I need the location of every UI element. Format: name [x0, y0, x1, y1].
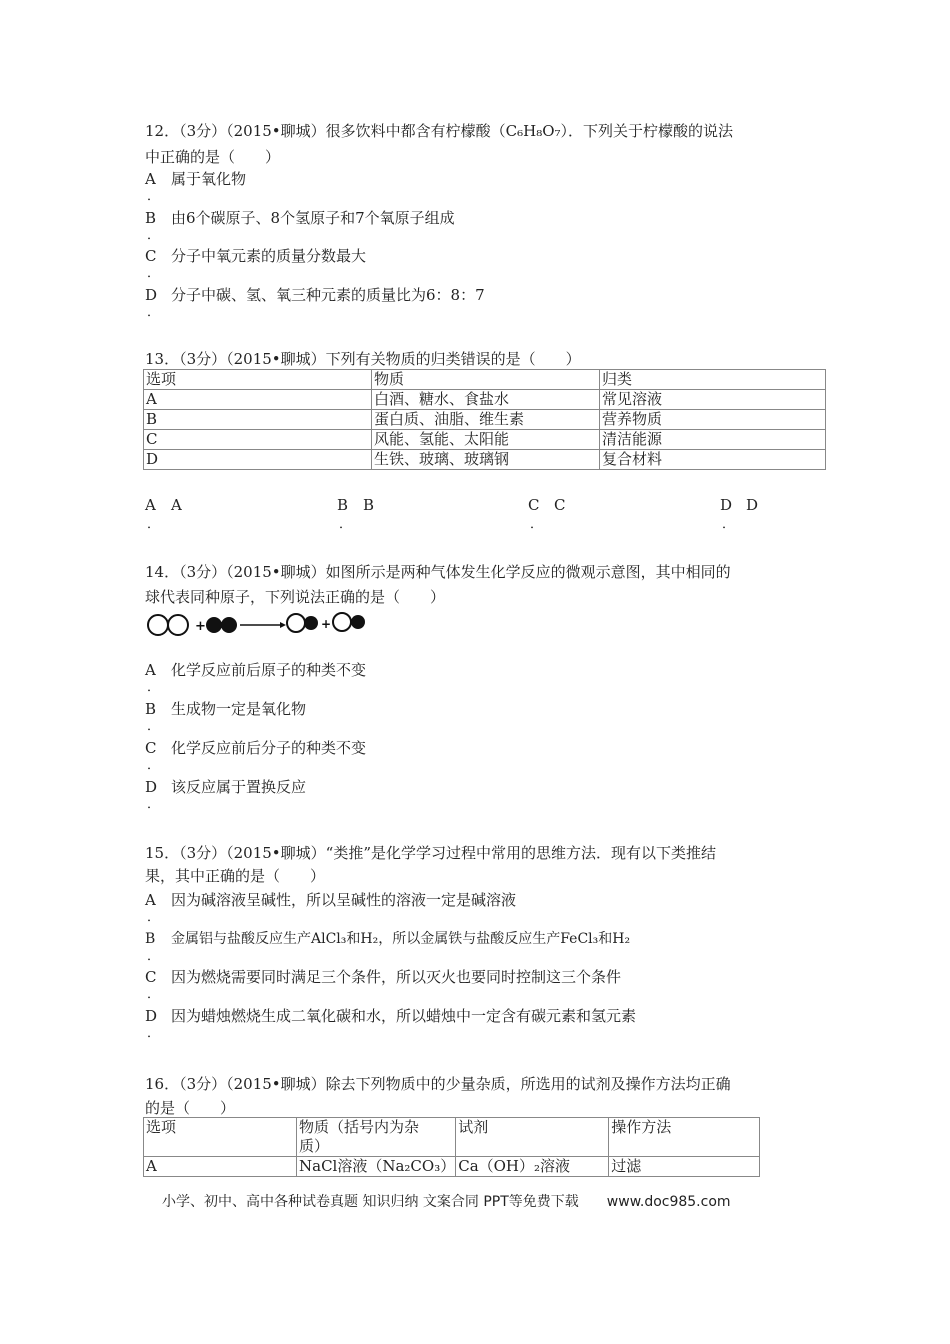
- option-letter: B: [145, 931, 156, 947]
- table-cell: 生铁、玻璃、玻璃钢: [372, 450, 600, 470]
- option-letter: A: [145, 891, 156, 909]
- table-cell: B: [144, 410, 372, 430]
- option-letter: B: [337, 496, 349, 514]
- option-dot: ．: [147, 1026, 161, 1041]
- q13-table: [143, 369, 826, 470]
- reactant-molecule-black: [206, 617, 237, 633]
- reactant-molecule-white: [148, 615, 188, 635]
- option-dot: ．: [147, 189, 161, 204]
- q12-option-b: [145, 207, 455, 228]
- q12-stem-line1: 12．（3分）（2015•聊城）很多饮料中都含有柠檬酸（C₆H₈O₇）．下列关于柠檬酸的说法: [145, 122, 734, 140]
- q15-option-d: [145, 1005, 636, 1026]
- option-text: B: [363, 496, 375, 514]
- option-text: D: [746, 496, 759, 514]
- option-dot: ．: [530, 517, 544, 532]
- option-text: 分子中氧元素的质量分数最大: [171, 247, 367, 265]
- option-letter: D: [720, 496, 733, 514]
- plus-sign: +: [321, 617, 332, 631]
- q13-header-substance: 物质: [372, 370, 600, 390]
- table-row: [144, 1157, 760, 1177]
- q16-table: [143, 1117, 760, 1177]
- q13-answer-b: [337, 496, 374, 514]
- option-dot: ．: [147, 305, 161, 320]
- table-cell: 过滤: [609, 1157, 760, 1177]
- table-cell: 清洁能源: [600, 430, 826, 450]
- table-cell: 营养物质: [600, 410, 826, 430]
- product-molecule-1: [287, 614, 318, 632]
- option-text: 因为燃烧需要同时满足三个条件，所以灭火也要同时控制这三个条件: [171, 968, 622, 986]
- table-cell: 风能、氢能、太阳能: [372, 430, 600, 450]
- option-text: A: [171, 496, 182, 514]
- option-text: 金属铝与盐酸反应生产AlCl₃和H₂，所以金属铁与盐酸反应生产FeCl₃和H₂: [171, 931, 631, 947]
- reaction-diagram: [144, 610, 374, 640]
- q16-stem-line1: 16．（3分）（2015•聊城）除去下列物质中的少量杂质，所选用的试剂及操作方法均正确: [145, 1075, 731, 1093]
- option-text: 化学反应前后分子的种类不变: [171, 739, 367, 757]
- option-dot: ．: [147, 987, 161, 1002]
- footer-text: 小学、初中、高中各种试卷真题 知识归纳 文案合同 PPT等免费下载: [162, 1194, 579, 1210]
- option-text: 化学反应前后原子的种类不变: [171, 661, 367, 679]
- product-molecule-2: [333, 613, 365, 631]
- option-letter: C: [145, 247, 157, 265]
- q13-header-category: 归类: [600, 370, 826, 390]
- q13-answer-c: [528, 496, 565, 514]
- option-dot: ．: [147, 517, 161, 532]
- option-letter: B: [145, 700, 157, 718]
- header-line: 质）: [299, 1137, 330, 1155]
- q16-header-reagent: 试剂: [456, 1118, 609, 1157]
- table-cell: NaCl溶液（Na₂CO₃）: [297, 1157, 456, 1177]
- table-cell: Ca（OH）₂溶液: [456, 1157, 609, 1177]
- footer-site-link[interactable]: www.doc985.com: [606, 1194, 731, 1210]
- q15-option-b: [145, 928, 630, 948]
- option-letter: C: [145, 968, 157, 986]
- option-dot: ．: [147, 719, 161, 734]
- option-letter: B: [145, 209, 157, 227]
- option-letter: A: [145, 170, 156, 188]
- q14-option-a: [145, 659, 366, 680]
- table-row: [144, 450, 826, 470]
- table-cell: 白酒、糖水、食盐水: [372, 390, 600, 410]
- q16-header-substance: [297, 1118, 456, 1157]
- table-cell: 蛋白质、油脂、维生素: [372, 410, 600, 430]
- option-dot: ．: [147, 680, 161, 695]
- option-dot: ．: [147, 797, 161, 812]
- header-line: 物质（括号内为杂: [299, 1118, 420, 1136]
- option-letter: D: [145, 286, 158, 304]
- q14-option-c: [145, 737, 366, 758]
- table-cell: 常见溶液: [600, 390, 826, 410]
- q13-header-option: 选项: [144, 370, 372, 390]
- option-letter: A: [145, 496, 156, 514]
- table-cell: A: [144, 390, 372, 410]
- q15-option-c: [145, 966, 621, 987]
- table-cell: C: [144, 430, 372, 450]
- option-letter: D: [145, 1007, 158, 1025]
- option-text: C: [554, 496, 566, 514]
- option-text: 分子中碳、氢、氧三种元素的质量比为6：8：7: [171, 286, 485, 304]
- option-text: 该反应属于置换反应: [171, 778, 307, 796]
- option-text: 因为蜡烛燃烧生成二氧化碳和水，所以蜡烛中一定含有碳元素和氢元素: [171, 1007, 637, 1025]
- q14-stem-line1: 14．（3分）（2015•聊城）如图所示是两种气体发生化学反应的微观示意图，其中相同的: [145, 563, 731, 581]
- table-row: [144, 410, 826, 430]
- q12-option-d: [145, 284, 485, 305]
- q14-option-d: [145, 776, 306, 797]
- option-text: 由6个碳原子、8个氢原子和7个氧原子组成: [171, 209, 455, 227]
- option-letter: C: [145, 739, 157, 757]
- option-dot: ．: [339, 517, 353, 532]
- option-dot: ．: [147, 758, 161, 773]
- q12-stem-line2: 中正确的是（ ）: [145, 148, 281, 166]
- option-letter: A: [145, 661, 156, 679]
- option-text: 因为碱溶液呈碱性，所以呈碱性的溶液一定是碱溶液: [171, 891, 517, 909]
- arrow-head-icon: [280, 622, 286, 628]
- q15-stem-line2: 果，其中正确的是（ ）: [145, 867, 326, 885]
- option-dot: ．: [147, 266, 161, 281]
- option-dot: ．: [722, 517, 736, 532]
- option-text: 属于氧化物: [171, 170, 247, 188]
- option-dot: ．: [147, 949, 161, 964]
- option-text: 生成物一定是氧化物: [171, 700, 307, 718]
- q14-option-b: [145, 698, 306, 719]
- q15-option-a: [145, 889, 516, 910]
- plus-sign: +: [195, 619, 206, 634]
- option-dot: ．: [147, 910, 161, 925]
- option-letter: D: [145, 778, 158, 796]
- q12-option-c: [145, 245, 366, 266]
- q13-answer-a: [145, 496, 182, 514]
- table-cell: 复合材料: [600, 450, 826, 470]
- q16-header-method: 操作方法: [609, 1118, 760, 1157]
- q15-stem-line1: 15．（3分）（2015•聊城）“类推”是化学学习过程中常用的思维方法．现有以下类推结: [145, 844, 716, 862]
- option-dot: ．: [147, 228, 161, 243]
- q12-option-a: [145, 168, 246, 189]
- table-cell: A: [144, 1157, 297, 1177]
- q13-answer-d: [720, 496, 758, 514]
- option-letter: C: [528, 496, 540, 514]
- table-row: [144, 390, 826, 410]
- q16-stem-line2: 的是（ ）: [145, 1099, 236, 1117]
- q16-header-option: 选项: [144, 1118, 297, 1157]
- table-row: [144, 430, 826, 450]
- q13-stem: 13．（3分）（2015•聊城）下列有关物质的归类错误的是（ ）: [145, 350, 581, 368]
- footer: [162, 1191, 731, 1211]
- q14-stem-line2: 球代表同种原子，下列说法正确的是（ ）: [145, 588, 446, 606]
- table-cell: D: [144, 450, 372, 470]
